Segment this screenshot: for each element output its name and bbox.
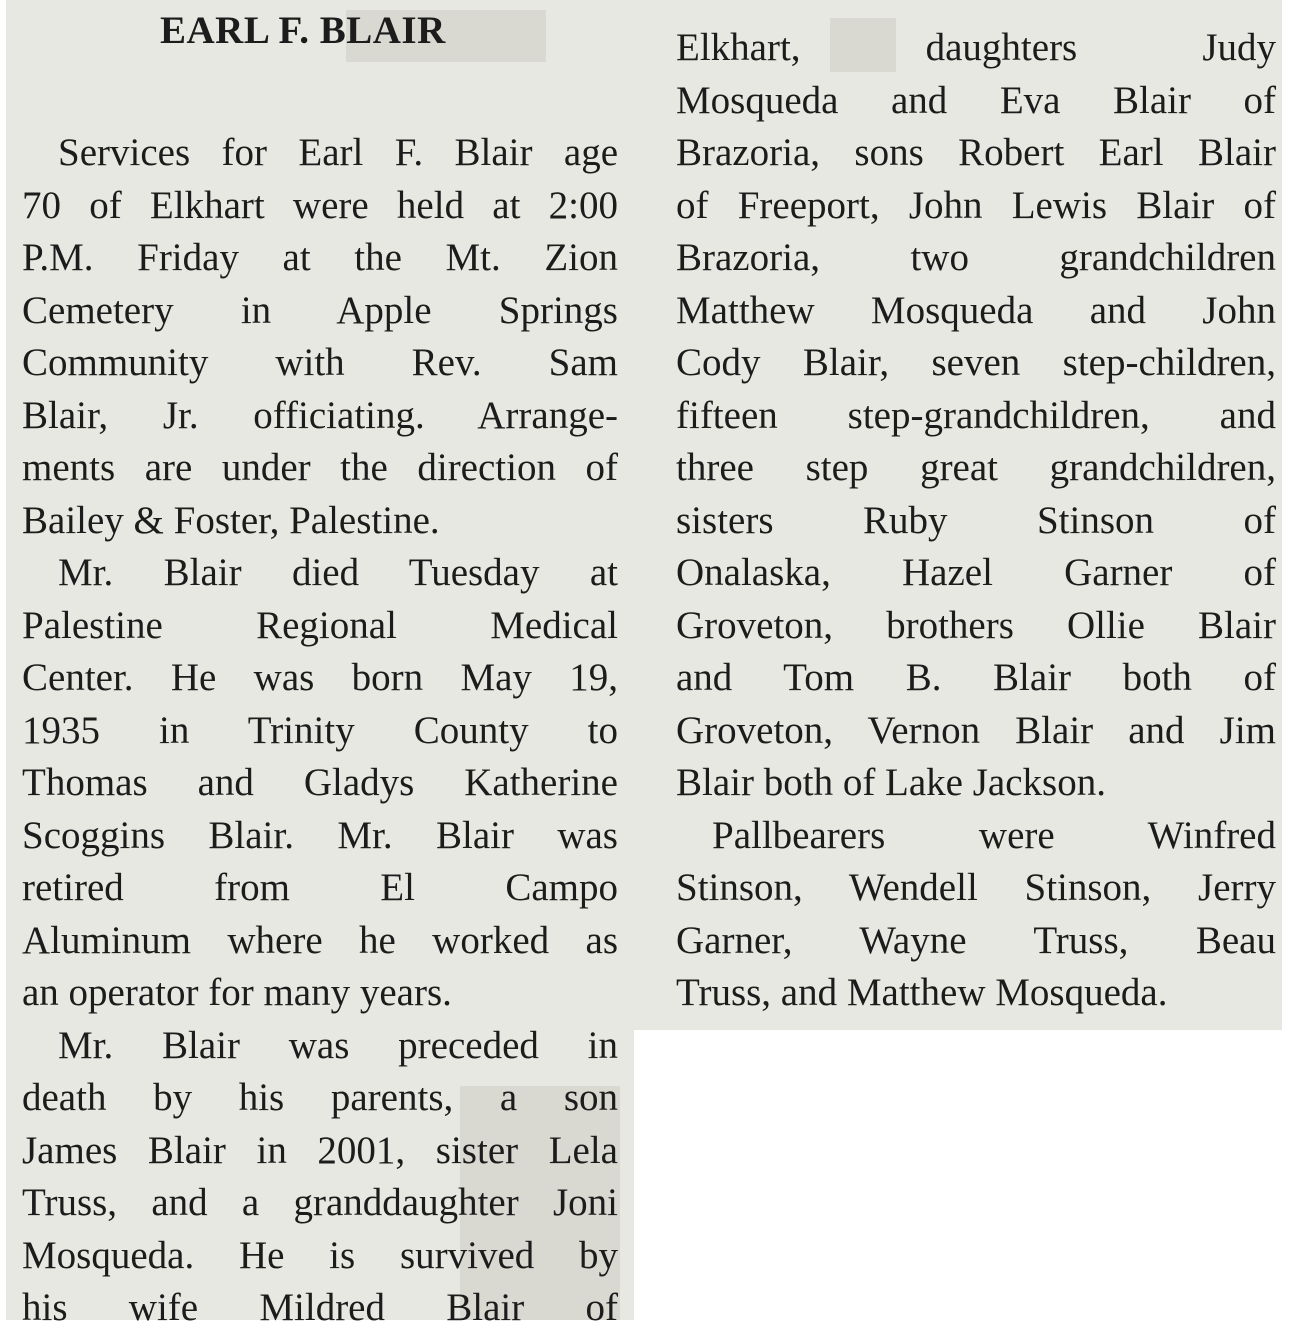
right-column-line: of Freeport, John Lewis Blair of [676, 183, 1276, 227]
left-column-line: ments are under the direction of [22, 446, 618, 489]
left-column-line: Palestine Regional Medical [22, 603, 618, 647]
obituary-left-column [22, 127, 618, 1335]
obituary-headline: EARL F. BLAIR [160, 9, 446, 52]
right-column-line: Brazoria, sons Robert Earl Blair [676, 131, 1276, 174]
left-column-line: 1935 in Trinity County to [22, 708, 618, 752]
right-column-line: fifteen step-grandchildren, and [676, 393, 1276, 437]
right-column-line: Groveton, brothers Ollie Blair [676, 603, 1276, 647]
left-column-line: Cemetery in Apple Springs [22, 288, 618, 332]
right-column-line: Matthew Mosqueda and John [676, 288, 1276, 332]
left-column-line: James Blair in 2001, sister Lela [22, 1128, 618, 1172]
left-column-line: Thomas and Gladys Katherine [22, 761, 618, 804]
obituary-right-column [676, 22, 1276, 1020]
left-column-line: death by his parents, a son [22, 1076, 618, 1119]
left-column-line: Community with Rev. Sam [22, 341, 618, 384]
right-column-line: Garner, Wayne Truss, Beau [676, 918, 1276, 962]
left-column-line: retired from El Campo [22, 866, 618, 909]
right-column-line: Mosqueda and Eva Blair of [676, 78, 1276, 122]
left-column-line: Services for Earl F. Blair age [58, 131, 618, 174]
left-column-line: P.M. Friday at the Mt. Zion [22, 236, 618, 279]
right-column-line: Blair both of Lake Jackson. [676, 761, 1106, 804]
left-column-line: Bailey & Foster, Palestine. [22, 498, 440, 542]
left-column-line: Mosqueda. He is survived by [22, 1233, 618, 1277]
right-column-line: Groveton, Vernon Blair and Jim [676, 708, 1276, 752]
right-column-line: Cody Blair, seven step-children, [676, 341, 1276, 384]
left-column-line: an operator for many years. [22, 971, 452, 1014]
left-column-line: Aluminum where he worked as [22, 918, 618, 962]
right-column-line: Brazoria, two grandchildren [676, 236, 1276, 279]
left-column-line: 70 of Elkhart were held at 2:00 [22, 183, 618, 227]
right-column-line: and Tom B. Blair both of [676, 656, 1276, 699]
right-column-line: sisters Ruby Stinson of [676, 498, 1276, 542]
right-column-line: Elkhart, daughters Judy [676, 26, 1276, 69]
left-column-line: his wife Mildred Blair of [22, 1286, 618, 1329]
left-column-line: Blair, Jr. officiating. Arrange- [22, 393, 618, 437]
left-column-line: Center. He was born May 19, [22, 656, 618, 699]
right-column-line: three step great grandchildren, [676, 446, 1276, 489]
left-column-line: Scoggins Blair. Mr. Blair was [22, 813, 618, 857]
right-column-line: Stinson, Wendell Stinson, Jerry [676, 866, 1276, 909]
right-column-line: Truss, and Matthew Mosqueda. [676, 971, 1168, 1014]
left-column-line: Mr. Blair died Tuesday at [58, 551, 618, 594]
left-column-line: Mr. Blair was preceded in [58, 1023, 618, 1067]
right-column-line: Pallbearers were Winfred [712, 813, 1276, 857]
right-column-line: Onalaska, Hazel Garner of [676, 551, 1276, 594]
left-column-line: Truss, and a granddaughter Joni [22, 1181, 618, 1224]
